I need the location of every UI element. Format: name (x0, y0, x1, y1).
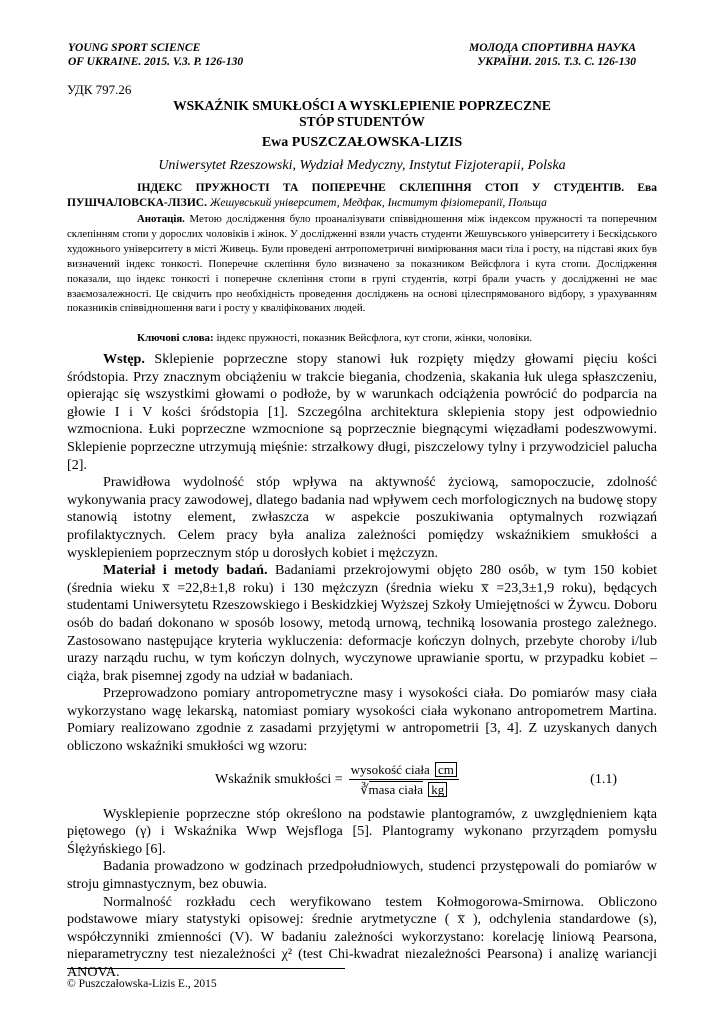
formula-numerator-unit: cm (435, 762, 457, 777)
journal-header-ua-line1: МОЛОДА СПОРТИВНА НАУКА (469, 42, 636, 54)
abstract (67, 212, 657, 316)
abstract-text: Метою дослідження було проаналізувати співвідношення між індексом пружності та поперечним склепінням стопи у дорослих чоловіків і жінок. У дослідженні взяли участь студенти Жешувського університету і Бескідського художнього університету в місті Живець. Були проведені антропометричні вимірювання маси тіла і росту, на підставі яких був визначений індекс тонкості. Поперечне склепіння було визначено за показником Вейсфлога і кута стопи. Дослідження показали, що індекс тонкості і поперечне склепіння стопи в групі студентів, котрі брали участь у дослідженні не має взаємозалежності. Це свідчить про необхідність проведення досліджень на основі цілеспрямованого відбору, з урахуванням показників співвідношення ваги і росту у кваліфікованих людей. (67, 213, 657, 315)
keywords (67, 331, 657, 345)
formula-denominator-unit: kg (428, 782, 447, 797)
formula-numerator-text: wysokość ciała (350, 761, 430, 777)
paragraph-statistics: Normalność rozkładu cech weryfikowano testem Kołmogorowa-Smirnowa. Obliczono podstawowe miary statystyki opisowej: średnie arytmetyczne ( x̅ ), odchylenia standardowe (s), współczynniki zmienności (V). W badaniu zależności wykorzystano: korelację liniową Pearsona, nieparametryczny test niezależności χ² (test Chi-kwadrat niezależności Pearsona) i analizę wariancji ANOVA. (67, 893, 657, 980)
journal-header-ua-line2: УКРАЇНИ. 2015. Т.3. С. 126-130 (477, 56, 636, 68)
paragraph-methods (67, 562, 657, 685)
copyright-footnote: © Puszczałowska-Lizis E., 2015 (67, 978, 217, 990)
paragraph-plantograms: Wysklepienie poprzeczne stóp określono na podstawie plantogramów, z uwzględnieniem kąta piętowego (γ) i Wskaźnika Wwp Wejsfloga [5]. Plantogramy wykonano przyrządem pomysłu Ślężyńskiego [6]. (67, 805, 657, 857)
ukrainian-affiliation: Жешувський університет, Медфак, Інститут фізіотерапії, Польща (209, 197, 547, 209)
author-affiliation: Uniwersytet Rzeszowski, Wydział Medyczny, Instytut Fizjoterapii, Polska (158, 158, 566, 173)
paragraph-procedure: Badania prowadzono w godzinach przedpołudniowych, studenci przystępowali do pomiarów w stroju gimnastycznym, bez obuwia. (67, 858, 657, 893)
formula-lhs: Wskaźnik smukłości = (215, 771, 343, 787)
journal-header-en (68, 41, 243, 69)
formula-number: (1.1) (590, 771, 617, 787)
formula-slenderness-index (67, 758, 657, 802)
ukrainian-title: ІНДЕКС ПРУЖНОСТІ ТА ПОПЕРЕЧНЕ СКЛЕПІННЯ СТОП У СТУДЕНТІВ. Ева ПУШЧАЛОВСКА-ЛІЗИС. (67, 182, 657, 209)
cube-root-icon: ∛ (360, 782, 369, 798)
udk-code: УДК 797.26 (67, 82, 132, 97)
journal-header-en-line1: YOUNG SPORT SCIENCE (68, 42, 201, 54)
paragraph-measurements: Przeprowadzono pomiary antropometryczne masy i wysokości ciała. Do pomiarów masy ciała wykorzystano wagę lekarską, natomiast pomiary wysokości ciała wykonano antropometrem Martina. Pomiary realizowano zgodnie z zasadami przyjętymi w antropometrii [3, 4]. Z uzyskanych danych obliczono wskaźniki smukłości wg wzoru: (67, 685, 657, 755)
paragraph-introduction (67, 351, 657, 474)
formula-denominator (360, 780, 447, 799)
ukrainian-title-block (67, 181, 657, 211)
abstract-label: Анотація. (137, 213, 185, 225)
formula-denominator-text: masa ciała (368, 782, 424, 798)
formula-fraction (349, 761, 459, 799)
article-title-line1: WSKAŹNIK SMUKŁOŚCI A WYSKLEPIENIE POPRZECZNE (173, 98, 551, 113)
author-name: Ewa PUSZCZAŁOWSKA-LIZIS (261, 135, 463, 150)
methods-label: Materiał i metody badań. (103, 562, 268, 579)
paragraph-aim: Prawidłowa wydolność stóp wpływa na aktywność życiową, samopoczucie, zdolność wykonywania pracy zawodowej, dlatego badania nad wpływem cech morfologicznych na budowę stopy stanowią istotny element, zwłaszcza w aspekcie poszukiwania optymalnych rozwiązań profilaktycznych. Celem pracy była analiza zależności pomiędzy wskaźnikiem smukłości a wysklepieniem poprzecznym stóp u dorosłych kobiet i mężczyzn. (67, 474, 657, 561)
keywords-text: індекс пружності, показник Вейсфлога, кут стопи, жінки, чоловіки. (216, 332, 533, 344)
article-title (67, 98, 657, 130)
methods-text: Badaniami przekrojowymi objęto 280 osób, w tym 150 kobiet (średnia wieku x̅ =22,8±1,8 roku) i 130 mężczyzn (średnia wieku x̅ =23,3±1,9 roku), będących studentami Uniwersytetu Rzeszowskiego i Beskidzkiej Wyższej Szkoły Umiejętności w Żywcu. Doboru osób do badań dokonano w sposób losowy, metodą urnową, techniką losowania prostego zależnego. Zastosowano następujące kryteria wykluczenia: deformacje kończyn dolnych, przebyte choroby i/lub urazy narządu ruchu, w tym kończyn dolnych, wyczynowe uprawianie sportu, w przypadku kobiet – ciąża, brak pisemnej zgody na udział w badaniach. (67, 562, 658, 684)
formula-numerator (349, 761, 459, 781)
footnote-divider (67, 968, 345, 969)
article-title-line2: STÓP STUDENTÓW (299, 114, 425, 129)
introduction-label: Wstęp. (103, 351, 145, 367)
article-body (67, 351, 657, 982)
keywords-label: Ключові слова: (137, 332, 214, 344)
introduction-text: Sklepienie poprzeczne stopy stanowi łuk rozpięty między głowami pięciu kości śródstopia. Przy znacznym obciążeniu w trakcie biegania, chodzenia, skakania łuk ulega spłaszczeniu, opierając się wszystkimi głowami o podłoże, by w warunkach odciążenia powrócić do podparcia na głowie I i V kości śródstopia [1]. Szczególna architektura sklepienia stopy jest odpowiednio wzmocniona. Łuki poprzeczne wzmocnione są poprzecznie biegnącymi więzadłami podeszwowymi. Sklepienie poprzeczne utrzymują mięśnie: strzałkowy długi, piszczelowy tylny i przywodziciel palucha [2]. (67, 351, 658, 473)
journal-header-ua (469, 41, 636, 69)
journal-header-en-line2: OF UKRAINE. 2015. V.3. P. 126-130 (68, 56, 244, 68)
